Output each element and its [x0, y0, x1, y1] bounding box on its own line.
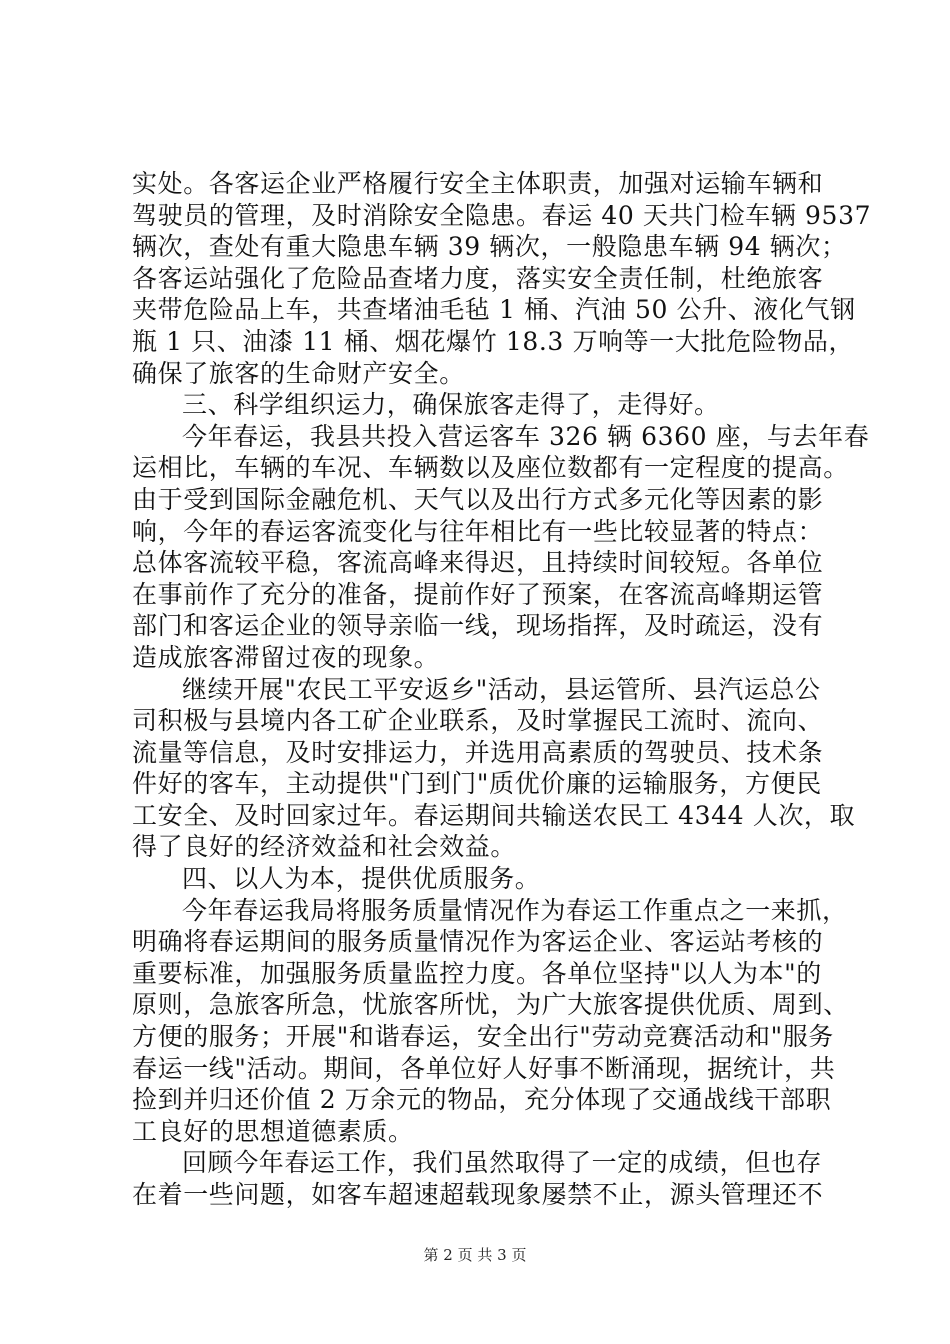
text-line: 重要标准，加强服务质量监控力度。各单位坚持"以人为本"的 [132, 958, 822, 988]
page-footer: 第 2 页 共 3 页 [423, 1246, 527, 1264]
text-line: 在着一些问题，如客车超速超载现象屡禁不止，源头管理还不 [132, 1180, 824, 1209]
text-line: 运相比，车辆的车况、车辆数以及座位数都有一定程度的提高。 [132, 453, 849, 483]
text-line: 造成旅客滞留过夜的现象。 [132, 642, 440, 672]
text-line: 明确将春运期间的服务质量情况作为客运企业、客运站考核的 [132, 927, 824, 957]
text-line: 辆次，查处有重大隐患车辆 39 辆次，一般隐患车辆 94 辆次； [132, 232, 847, 262]
text-line: 件好的客车，主动提供"门到门"质优价廉的运输服务，方便民 [132, 769, 822, 799]
text-line: 实处。各客运企业严格履行安全主体职责，加强对运输车辆和 [132, 169, 824, 198]
text-line: 由于受到国际金融危机、天气以及出行方式多元化等因素的影 [132, 484, 824, 514]
text-line: 驾驶员的管理，及时消除安全隐患。春运 40 天共门检车辆 9537 [132, 200, 872, 230]
text-line: 今年春运，我县共投入营运客车 326 辆 6360 座，与去年春 [182, 421, 870, 451]
text-line: 方便的服务；开展"和谐春运，安全出行"劳动竞赛活动和"服务 [132, 1022, 834, 1052]
text-line: 部门和客运企业的领导亲临一线，现场指挥，及时疏运，没有 [132, 611, 824, 641]
text-line: 在事前作了充分的准备，提前作好了预案，在客流高峰期运管 [132, 579, 824, 609]
text-line: 总体客流较平稳，客流高峰来得迟，且持续时间较短。各单位 [132, 548, 824, 578]
text-line: 确保了旅客的生命财产安全。 [132, 358, 465, 388]
text-line: 各客运站强化了危险品查堵力度，落实安全责任制，杜绝旅客 [132, 263, 824, 293]
text-line: 夹带危险品上车，共查堵油毛毡 1 桶、汽油 50 公升、液化气钢 [132, 295, 856, 325]
text-line: 得了良好的经济效益和社会效益。 [132, 832, 517, 862]
text-line: 响，今年的春运客流变化与往年相比有一些比较显著的特点： [132, 516, 824, 546]
text-line: 三、科学组织运力，确保旅客走得了，走得好。 [182, 390, 720, 420]
text-line: 瓶 1 只、油漆 11 桶、烟花爆竹 18.3 万响等一大批危险物品， [132, 326, 855, 356]
text-line: 四、以人为本，提供优质服务。 [182, 864, 541, 894]
text-line: 流量等信息，及时安排运力，并选用高素质的驾驶员、技术条 [132, 737, 824, 767]
text-line: 继续开展"农民工平安返乡"活动，县运管所、县汽运总公 [182, 674, 821, 704]
document-body [132, 168, 872, 1211]
text-line: 今年春运我局将服务质量情况作为春运工作重点之一来抓， [182, 895, 848, 925]
text-line: 原则，急旅客所急，忧旅客所忧，为广大旅客提供优质、周到、 [132, 990, 849, 1020]
text-line: 回顾今年春运工作，我们虽然取得了一定的成绩，但也存 [182, 1148, 823, 1178]
text-line: 春运一线"活动。期间，各单位好人好事不断涌现，据统计，共 [132, 1053, 836, 1083]
text-line: 工安全、及时回家过年。春运期间共输送农民工 4344 人次，取 [132, 800, 856, 830]
text-line: 司积极与县境内各工矿企业联系，及时掌握民工流时、流向、 [132, 706, 824, 736]
text-line: 工良好的思想道德素质。 [132, 1116, 414, 1146]
text-line: 捡到并归还价值 2 万余元的物品，充分体现了交通战线干部职 [132, 1085, 832, 1115]
